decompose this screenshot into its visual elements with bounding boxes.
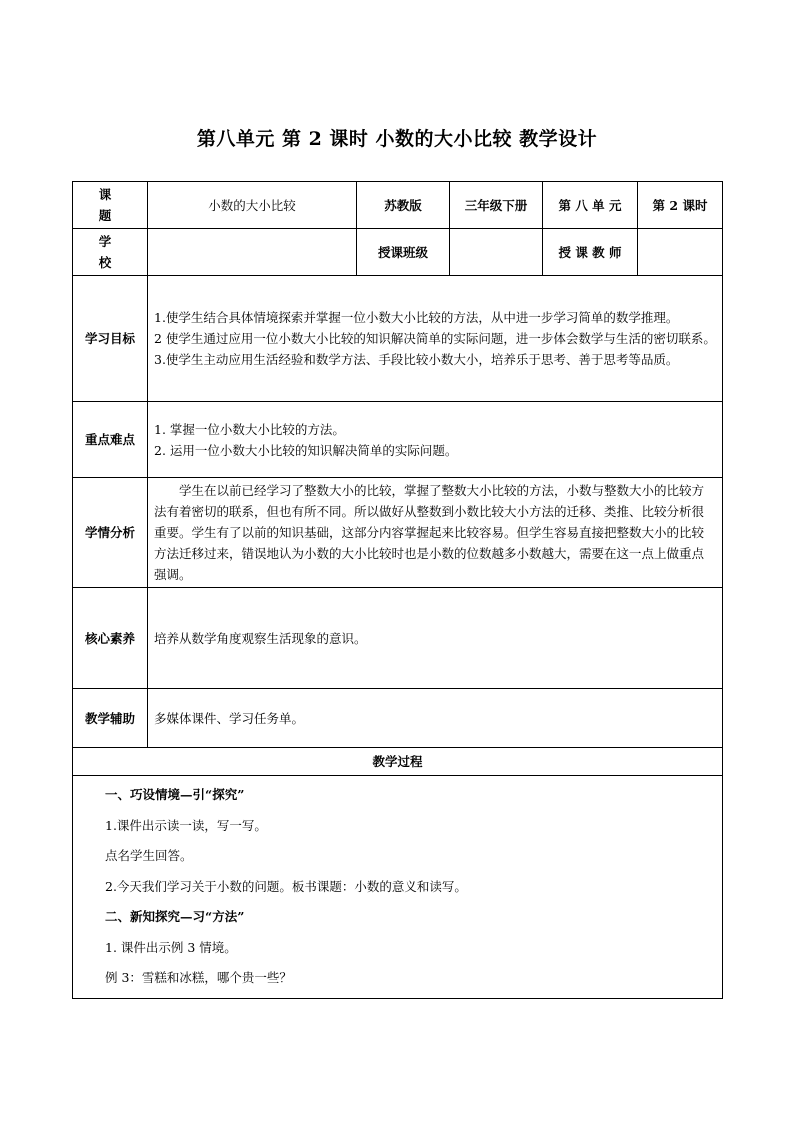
goals-content: [148, 276, 723, 402]
analysis-label: 学情分析: [73, 478, 148, 588]
analysis-row: [73, 478, 723, 588]
aids-row: [73, 689, 723, 748]
keypoint-item: 1. 掌握一位小数大小比较的方法。: [154, 421, 345, 437]
process-line: 点名学生回答。: [105, 848, 193, 863]
teacher-label: 授 课 教 师: [543, 229, 638, 276]
info-row-2: [73, 229, 723, 276]
analysis-content: [148, 478, 723, 588]
lesson-plan-table: [72, 181, 723, 999]
literacy-text: 培养从数学角度观察生活现象的意识。: [148, 588, 723, 689]
school-value: [148, 229, 357, 276]
aids-label: 教学辅助: [73, 689, 148, 748]
process-body-row: [73, 776, 723, 999]
document-title: 第八单元 第 2 课时 小数的大小比较 教学设计: [196, 128, 598, 150]
teacher-value: [638, 229, 723, 276]
analysis-text: 学生在以前已经学习了整数大小的比较，掌握了整数大小比较的方法，小数与整数大小的比较方法有着密切的联系，但也有所不同。所以做好从整数到小数比较大小方法的迁移、类推、比较分析很重要。学生有了以前的知识基础，这部分内容掌握起来比较容易。但学生容易直接把整数大小的比较方法迁移过来，错误地认为小数的大小比较时也是小数的位数越多小数越大，需要在这一点上做重点强调。: [154, 483, 705, 582]
keypoint-item: 2. 运用一位小数大小比较的知识解决简单的实际问题。: [154, 442, 458, 458]
process-header-row: [73, 748, 723, 776]
topic-label: 课 题: [73, 182, 148, 229]
info-row-1: [73, 182, 723, 229]
class-label: 授课班级: [357, 229, 450, 276]
process-line: 1.课件出示读一读，写一写。: [105, 817, 267, 833]
process-content: [73, 776, 723, 999]
unit-cell: 第 八 单 元: [543, 182, 638, 229]
keypoints-label: 重点难点: [73, 402, 148, 478]
process-line: 2.今天我们学习关于小数的问题。板书课题：小数的意义和读写。: [105, 878, 467, 894]
grade-cell: 三年级下册: [450, 182, 543, 229]
keypoints-row: [73, 402, 723, 478]
process-line: 例 3：雪糕和冰糕，哪个贵一些？: [105, 970, 292, 985]
goal-item: 1.使学生结合具体情境探索并掌握一位小数大小比较的方法，从中进一步学习简单的数学推理。: [154, 310, 679, 325]
goal-item: 2 使学生通过应用一位小数大小比较的知识解决简单的实际问题，进一步体会数学与生活的密切联系。: [154, 331, 716, 346]
section-heading: 一、巧设情境—引“探究”: [105, 787, 245, 802]
goals-row: [73, 276, 723, 402]
process-line: 1. 课件出示例 3 情境。: [105, 939, 237, 955]
school-label: 学 校: [73, 229, 148, 276]
class-value: [450, 229, 543, 276]
topic-value: 小数的大小比较: [148, 182, 357, 229]
edition-cell: 苏教版: [357, 182, 450, 229]
section-heading: 二、新知探究—习“方法”: [105, 909, 245, 924]
process-label: 教学过程: [73, 748, 723, 776]
keypoints-content: [148, 402, 723, 478]
aids-text: 多媒体课件、学习任务单。: [148, 689, 723, 748]
literacy-label: 核心素养: [73, 588, 148, 689]
goals-label: 学习目标: [73, 276, 148, 402]
lesson-cell: 第 2 课时: [638, 182, 723, 229]
literacy-row: [73, 588, 723, 689]
goal-item: 3.使学生主动应用生活经验和数学方法、手段比较小数大小，培养乐于思考、善于思考等品质。: [154, 352, 679, 367]
